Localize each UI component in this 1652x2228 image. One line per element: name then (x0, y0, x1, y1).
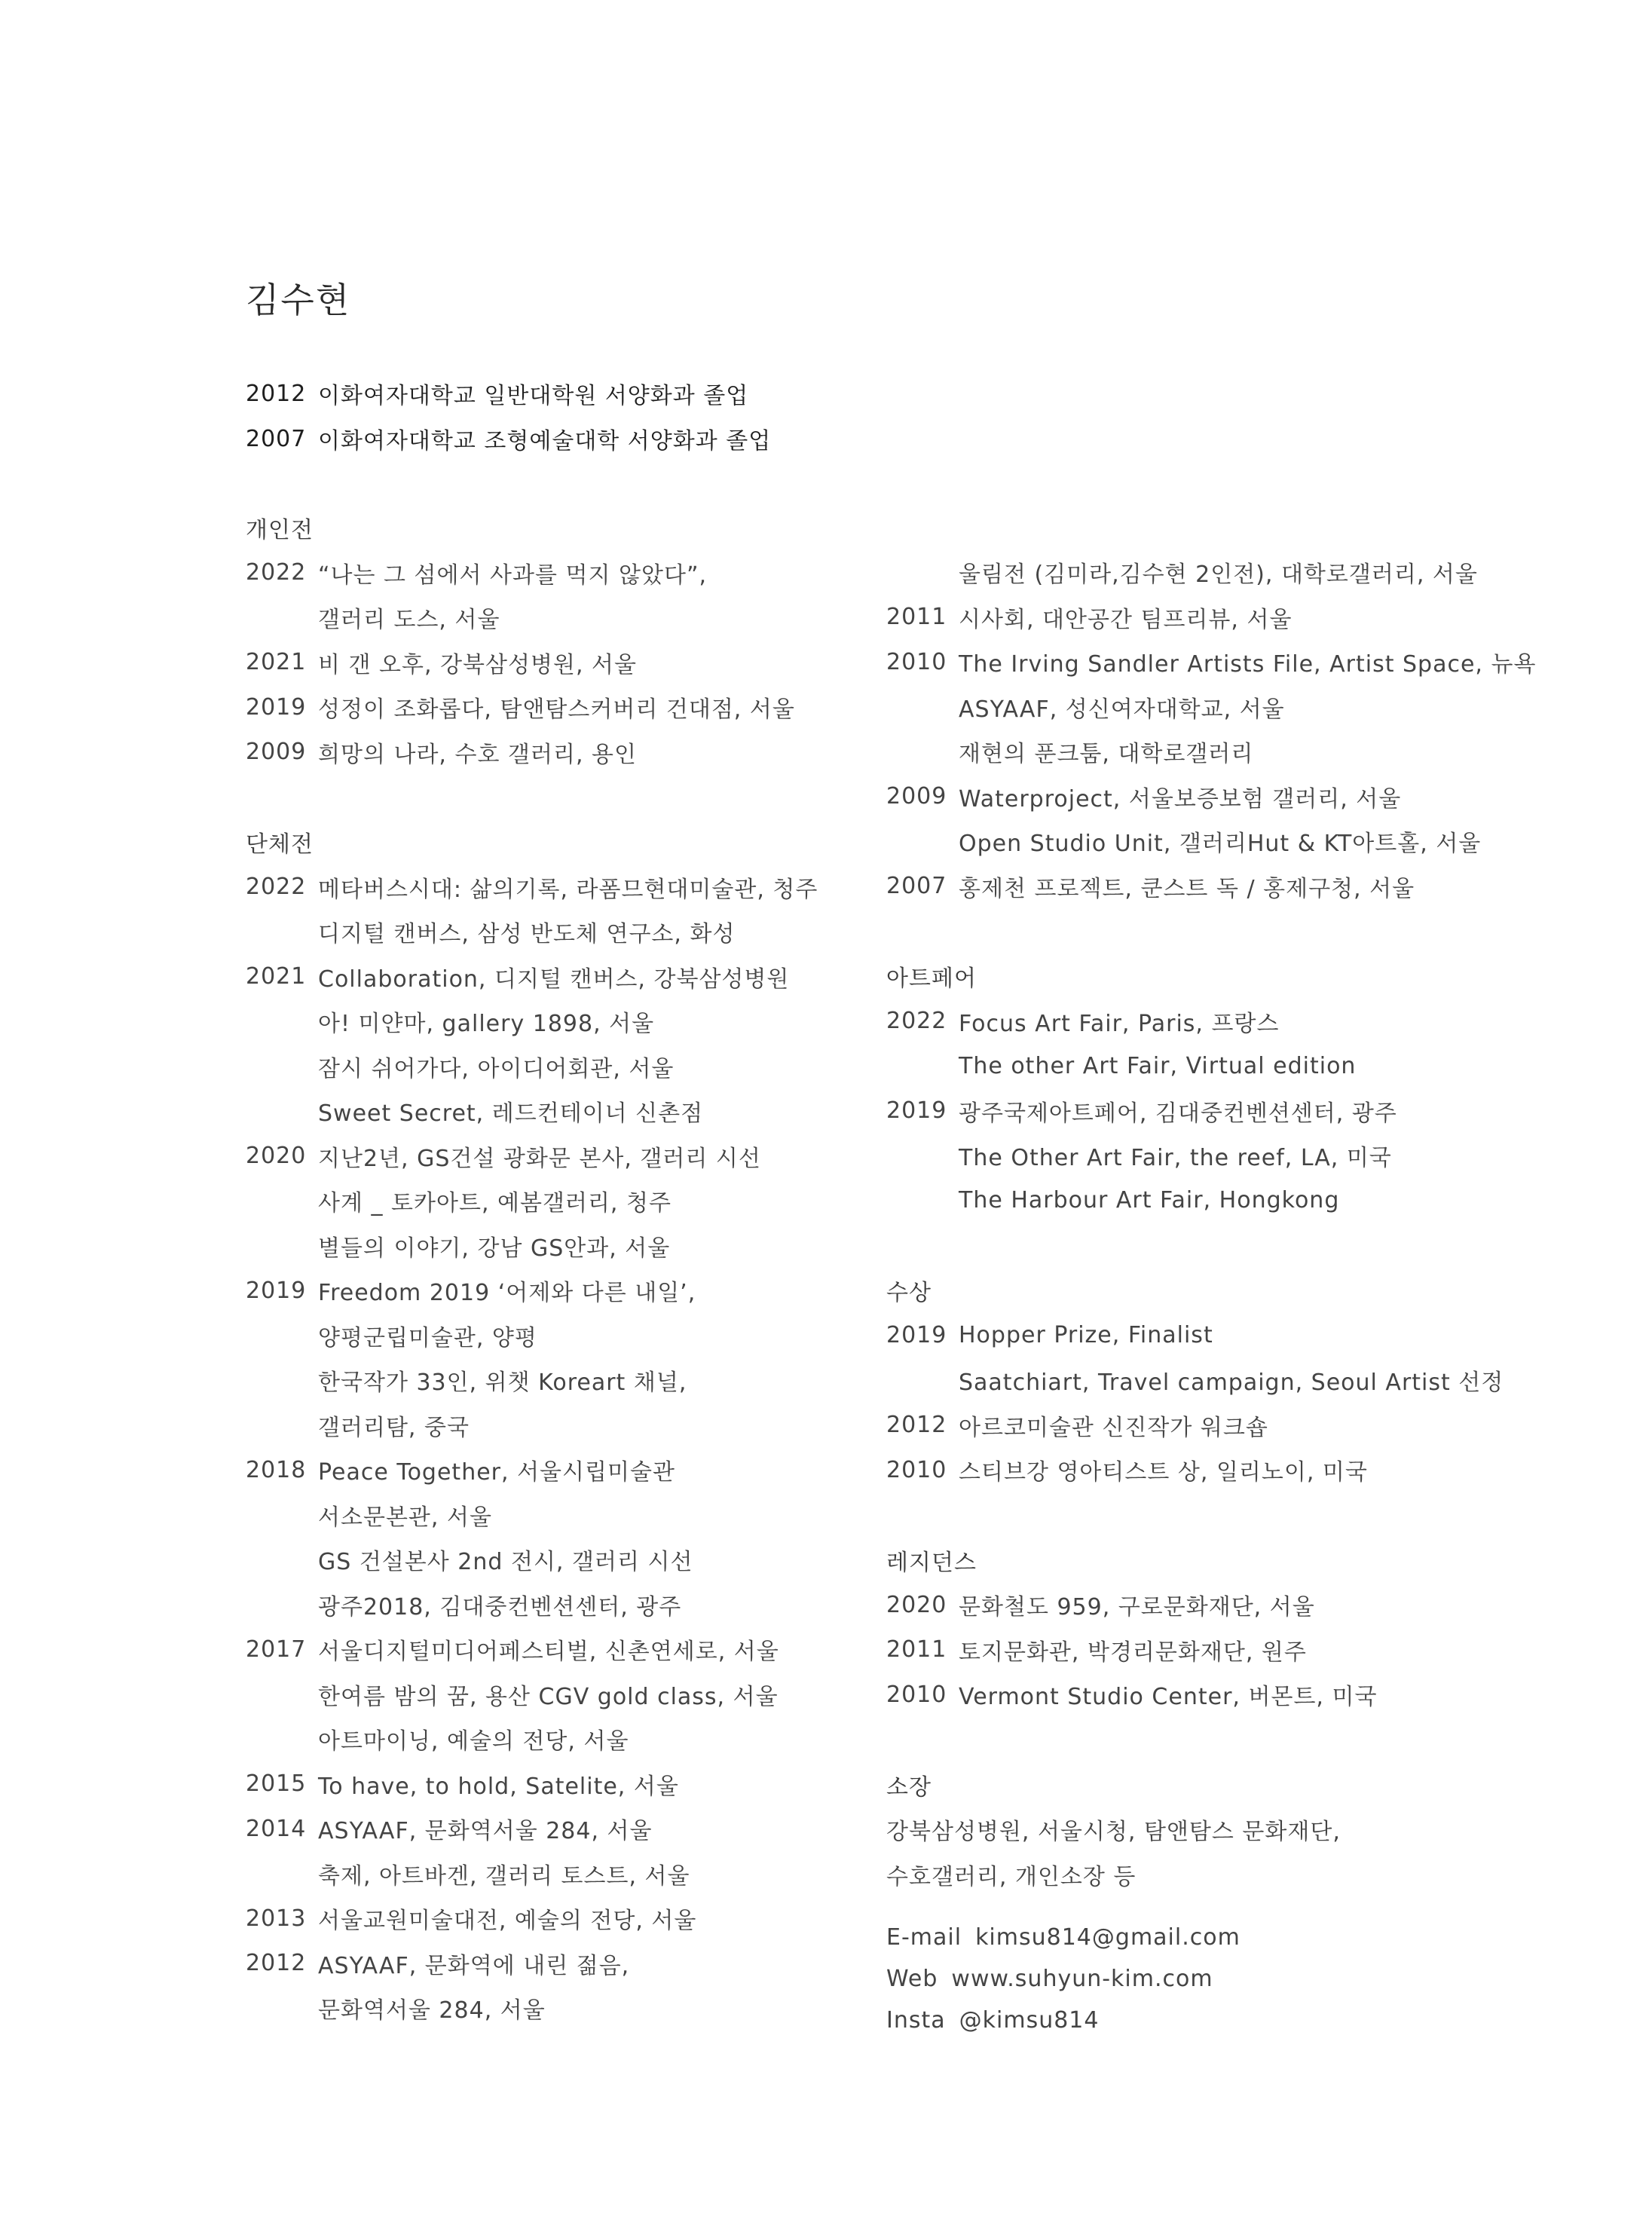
education-item (246, 416, 924, 461)
entry-year: 2011 (886, 1636, 947, 1663)
entry-line: 아트마이닝, 예술의 전당, 서울 (318, 1728, 629, 1755)
section-gap (886, 505, 1565, 550)
entry-year: 2012 (886, 1412, 947, 1439)
entry-line: The Other Art Fair, the reef, LA, 미국 (959, 1145, 1392, 1172)
entry-year-col (886, 1448, 959, 1493)
entry-year: 2022 (246, 874, 307, 901)
entry-line: ASYAAF, 문화역서울 284, 서울 (318, 1818, 653, 1845)
entry-group-continued (886, 640, 1565, 775)
entry-year-col (246, 1807, 318, 1896)
entry-lines (959, 999, 1565, 1088)
entry-year-col (886, 1583, 959, 1628)
education-text: 이화여자대학교 조형예술대학 서양화과 졸업 (318, 428, 772, 454)
section-heading-collection: 소장 (886, 1774, 932, 1801)
entry-year: 2011 (886, 604, 947, 631)
entry-year: 2007 (886, 873, 947, 900)
entry-awards (886, 1403, 1565, 1448)
entry-awards (886, 1313, 1565, 1403)
entry-year-col (886, 774, 959, 864)
entry-lines (959, 1627, 1565, 1673)
entry-line: 축제, 아트바겐, 갤러리 토스트, 서울 (318, 1862, 690, 1890)
entry-line: 울림전 (김미라,김수현 2인전), 대학로갤러리, 서울 (959, 562, 1478, 589)
entry-year: 2010 (886, 1681, 947, 1708)
entry-year: 2009 (246, 739, 307, 766)
education-list (246, 371, 924, 461)
entry-line: 메타버스시대: 삶의기록, 라폼므현대미술관, 청주 (318, 876, 818, 903)
contact-email (886, 1917, 1565, 1958)
education-text: 이화여자대학교 일반대학원 서양화과 졸업 (318, 383, 749, 409)
entry-line: Peace Together, 서울시립미술관 (318, 1459, 675, 1486)
entry-year: 2019 (886, 1322, 947, 1349)
entry-line: “나는 그 섬에서 사과를 먹지 않았다”, (318, 562, 708, 589)
entry-line: 양평군립미술관, 양평 (318, 1324, 537, 1351)
artist-name: 김수현 (246, 280, 351, 320)
entry-year-col (246, 1448, 318, 1627)
section-heading-solo: 개인전 (246, 517, 314, 543)
section-gap (886, 909, 1565, 954)
entry-line: 디지털 캔버스, 삼성 반도체 연구소, 화성 (318, 921, 736, 948)
entry-line: Freedom 2019 ‘어제와 다른 내일’, (318, 1280, 696, 1307)
entry-line: ASYAAF, 문화역에 내린 젊음, (318, 1952, 630, 1979)
entry-lines (318, 1269, 909, 1448)
entry-lines (959, 1088, 1565, 1223)
entry-line: 문화철도 959, 구로문화재단, 서울 (959, 1594, 1315, 1621)
entry-year-col (246, 1269, 318, 1448)
entry-year: 2015 (246, 1770, 307, 1798)
entry-year: 2010 (886, 1456, 947, 1483)
entry-line: 성정이 조화롭다, 탐앤탐스커버리 건대점, 서울 (318, 696, 795, 724)
entry-solo (246, 730, 909, 775)
education-item (246, 371, 924, 416)
entry-lines (959, 1673, 1565, 1718)
entry-year-col (246, 1134, 318, 1269)
entry-line: 광주2018, 김대중컨벤션센터, 광주 (318, 1593, 682, 1621)
entry-year: 2013 (246, 1905, 307, 1932)
collection-line: 강북삼성병원, 서울시청, 탐앤탐스 문화재단, (886, 1819, 1341, 1846)
section-heading-artfair: 아트페어 (886, 966, 977, 992)
entry-year: 2019 (886, 1097, 947, 1125)
entry-lines (318, 1761, 909, 1807)
entry-group-continued (886, 774, 1565, 864)
entry-line: 서소문본관, 서울 (318, 1504, 492, 1531)
entry-year-col (886, 1088, 959, 1223)
entry-group-continued (886, 550, 1565, 595)
entry-line: 잠시 쉬어가다, 아이디어회관, 서울 (318, 1055, 675, 1082)
entry-residency (886, 1583, 1565, 1628)
entry-line: Vermont Studio Center, 버몬트, 미국 (959, 1684, 1378, 1711)
entry-line: To have, to hold, Satelite, 서울 (318, 1773, 679, 1800)
entry-lines (318, 1941, 909, 2031)
entry-year: 2021 (246, 649, 307, 676)
section-heading-group: 단체전 (246, 831, 314, 858)
left-column (246, 505, 909, 2031)
section-gap (886, 1717, 1565, 1762)
entry-year-col (886, 864, 959, 909)
entry-lines (318, 1448, 909, 1627)
entry-year (886, 550, 959, 595)
entry-year: 2012 (246, 1950, 307, 1977)
entry-lines (318, 954, 909, 1134)
entry-lines (959, 595, 1565, 640)
collection-line: 수호갤러리, 개인소장 등 (886, 1863, 1137, 1890)
entry-line: The Harbour Art Fair, Hongkong (959, 1187, 1340, 1214)
entry-year: 2009 (886, 783, 947, 810)
entry-line: 지난2년, GS건설 광화문 본사, 갤러리 시선 (318, 1145, 761, 1172)
entry-line: 재현의 푼크툼, 대학로갤러리 (959, 741, 1254, 768)
entry-lines (318, 730, 909, 775)
entry-year: 2017 (246, 1636, 307, 1663)
entry-lines (959, 774, 1565, 864)
section-gap (886, 1223, 1565, 1269)
entry-line: 광주국제아트페어, 김대중컨벤션센터, 광주 (959, 1100, 1397, 1127)
entry-lines (959, 550, 1565, 595)
entry-year-col (246, 550, 318, 640)
entry-lines (959, 1313, 1565, 1403)
entry-group (246, 1627, 909, 1762)
entry-line: 비 갠 오후, 강북삼성병원, 서울 (318, 651, 637, 678)
entry-line: 홍제천 프로젝트, 쿤스트 독 / 홍제구청, 서울 (959, 875, 1415, 902)
entry-year-col (886, 1673, 959, 1718)
entry-year-col (886, 1313, 959, 1403)
entry-lines (318, 1627, 909, 1762)
entry-line: Focus Art Fair, Paris, 프랑스 (959, 1010, 1280, 1037)
entry-group (246, 1941, 909, 2031)
entry-group (246, 1134, 909, 1269)
entry-line: 한여름 밤의 꿈, 용산 CGV gold class, 서울 (318, 1683, 779, 1710)
entry-lines (318, 1134, 909, 1269)
contact-website (886, 1958, 1565, 2000)
entry-year: 2021 (246, 963, 307, 990)
entry-lines (959, 864, 1565, 909)
entry-year-col (886, 999, 959, 1088)
entry-line: 별들의 이야기, 강남 GS안과, 서울 (318, 1235, 671, 1262)
entry-year-col (246, 1627, 318, 1762)
entry-artfair (886, 1088, 1565, 1223)
entry-year-col (886, 550, 959, 595)
entry-line: 문화역서울 284, 서울 (318, 1997, 546, 2024)
entry-line: 희망의 나라, 수호 갤러리, 용인 (318, 741, 637, 768)
entry-residency (886, 1627, 1565, 1673)
entry-year: 2022 (886, 1008, 947, 1035)
contact-website-label: Web (886, 1965, 938, 1992)
entry-line: 아! 미얀마, gallery 1898, 서울 (318, 1011, 655, 1038)
entry-year-col (246, 730, 318, 775)
entry-line: ASYAAF, 성신여자대학교, 서울 (959, 696, 1285, 723)
entry-group (246, 1761, 909, 1807)
entry-line: Hopper Prize, Finalist (959, 1322, 1213, 1349)
entry-line: The other Art Fair, Virtual edition (959, 1052, 1357, 1079)
entry-year: 2019 (246, 1277, 307, 1304)
entry-lines (959, 1403, 1565, 1448)
entry-lines (318, 1896, 909, 1942)
entry-line: 토지문화관, 박경리문화재단, 원주 (959, 1639, 1307, 1666)
contact-email-label: E-mail (886, 1923, 962, 1951)
contact-instagram-value[interactable]: @kimsu814 (959, 2006, 1100, 2034)
entry-lines (959, 640, 1565, 775)
entry-group (246, 865, 909, 954)
entry-line: 사계 _ 토카아트, 예봄갤러리, 청주 (318, 1190, 672, 1217)
section-gap (886, 1492, 1565, 1538)
section-heading-residency: 레지던스 (886, 1549, 977, 1576)
entry-year-col (886, 1403, 959, 1448)
entry-awards (886, 1448, 1565, 1493)
entry-line: 시사회, 대안공간 팀프리뷰, 서울 (959, 606, 1293, 633)
entry-line: 스티브강 영아티스트 상, 일리노이, 미국 (959, 1459, 1368, 1486)
contact-email-value[interactable]: kimsu814@gmail.com (975, 1923, 1241, 1951)
entry-year: 2014 (246, 1815, 307, 1842)
entry-group (246, 954, 909, 1134)
contact-instagram-label: Insta (886, 2006, 946, 2034)
entry-lines (959, 1448, 1565, 1493)
section-gap (246, 775, 909, 820)
section-heading-awards: 수상 (886, 1280, 932, 1306)
entry-year: 2022 (246, 559, 307, 586)
entry-group (246, 1896, 909, 1942)
entry-solo (246, 685, 909, 730)
entry-lines (318, 685, 909, 730)
entry-line: The Irving Sandler Artists File, Artist Space, 뉴욕 (959, 651, 1537, 678)
entry-year: 2019 (246, 693, 307, 721)
entry-year-col (246, 1896, 318, 1942)
entry-year-col (886, 595, 959, 640)
entry-year-col (886, 1627, 959, 1673)
entry-lines (318, 550, 909, 640)
entry-solo (246, 550, 909, 640)
entry-line: GS 건설본사 2nd 전시, 갤러리 시선 (318, 1549, 693, 1576)
entry-residency (886, 1673, 1565, 1718)
entry-year-col (246, 865, 318, 954)
contact-instagram (886, 2000, 1565, 2041)
entry-year-col (246, 685, 318, 730)
entry-year: 2010 (886, 648, 947, 675)
entry-line: Waterproject, 서울보증보험 갤러리, 서울 (959, 785, 1402, 813)
right-column (886, 505, 1565, 2041)
entry-year: 2018 (246, 1456, 307, 1483)
entry-artfair (886, 999, 1565, 1088)
entry-lines (959, 1583, 1565, 1628)
contact-website-value[interactable]: www.suhyun-kim.com (951, 1965, 1213, 1992)
education-year: 2012 (246, 380, 307, 407)
entry-line: 아르코미술관 신진작가 워크숍 (959, 1414, 1268, 1441)
entry-year-col (886, 640, 959, 775)
entry-group-continued (886, 595, 1565, 640)
entry-year-col (246, 640, 318, 685)
entry-group (246, 1807, 909, 1896)
entry-lines (318, 640, 909, 685)
contact-block (886, 1917, 1565, 2041)
entry-line: Sweet Secret, 레드컨테이너 신촌점 (318, 1100, 704, 1128)
entry-group (246, 1448, 909, 1627)
entry-line: 갤러리탐, 중국 (318, 1414, 470, 1441)
entry-lines (318, 865, 909, 954)
entry-line: 한국작가 33인, 위챗 Koreart 채널, (318, 1370, 687, 1397)
entry-line: Saatchiart, Travel campaign, Seoul Artist 선정 (959, 1370, 1504, 1397)
entry-line: 갤러리 도스, 서울 (318, 607, 500, 634)
entry-line: 서울교원미술대전, 예술의 전당, 서울 (318, 1908, 697, 1935)
entry-group-continued (886, 864, 1565, 909)
entry-solo (246, 640, 909, 685)
entry-line: Collaboration, 디지털 캔버스, 강북삼성병원 (318, 966, 790, 993)
entry-year-col (246, 1761, 318, 1807)
entry-group (246, 1269, 909, 1448)
entry-year: 2020 (886, 1591, 947, 1618)
entry-year-col (246, 954, 318, 1134)
entry-line: Open Studio Unit, 갤러리Hut & KT아트홀, 서울 (959, 831, 1482, 858)
entry-line: 서울디지털미디어페스티벌, 신촌연세로, 서울 (318, 1639, 779, 1666)
education-year: 2007 (246, 425, 307, 452)
entry-lines (318, 1807, 909, 1896)
entry-year-col (246, 1941, 318, 2031)
entry-year: 2020 (246, 1143, 307, 1170)
